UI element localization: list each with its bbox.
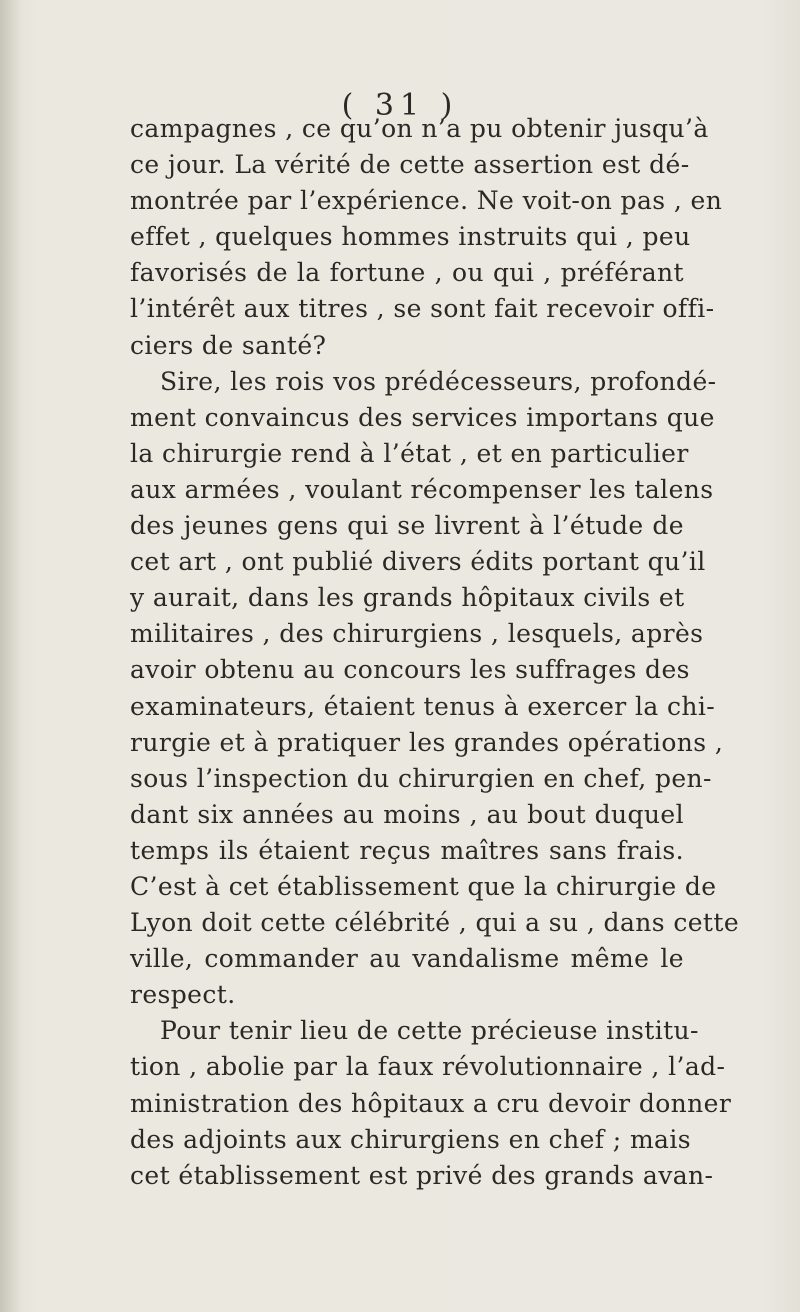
text-line: militaires , des chirurgiens , lesquels, après bbox=[130, 619, 704, 649]
text-line: campagnes , ce qu’on n’a pu obtenir jusqu’à bbox=[130, 114, 709, 143]
text-line: dant six années au moins , au bout duquel bbox=[130, 799, 684, 829]
text-line: avoir obtenu au concours les suffrages des bbox=[130, 655, 690, 685]
text-line: favorisés de la fortune , ou qui , préférant bbox=[130, 258, 684, 288]
body-text bbox=[130, 111, 740, 1194]
text-line: Lyon doit cette célébrité , qui a su , dans cette bbox=[130, 908, 740, 938]
text-line: Sire, les rois vos prédécesseurs, profondé- bbox=[160, 366, 717, 396]
text-line: C’est à cet établissement que la chirurgie de bbox=[130, 871, 717, 901]
text-line: cet art , ont publié divers édits portant qu’il bbox=[130, 547, 706, 577]
text-line: ce jour. La vérité de cette assertion est dé- bbox=[130, 150, 690, 180]
text-line: tion , abolie par la faux révolutionnaire , l’ad- bbox=[130, 1052, 726, 1082]
text-line: aux armées , voulant récompenser les talens bbox=[130, 474, 714, 504]
text-line: des adjoints aux chirurgiens en chef ; mais bbox=[130, 1124, 691, 1154]
text-line: la chirurgie rend à l’état , et en particulier bbox=[130, 438, 689, 468]
text-line: respect. bbox=[130, 980, 236, 1010]
text-line: ciers de santé? bbox=[130, 330, 327, 360]
text-line: effet , quelques hommes instruits qui , peu bbox=[130, 222, 691, 252]
text-line: temps ils étaient reçus maîtres sans frais. bbox=[130, 835, 684, 865]
text-line: Pour tenir lieu de cette précieuse institu- bbox=[160, 1016, 699, 1046]
text-line: l’intérêt aux titres , se sont fait recevoir offi- bbox=[130, 294, 715, 324]
text-line: des jeunes gens qui se livrent à l’étude de bbox=[130, 511, 684, 541]
text-line: montrée par l’expérience. Ne voit-on pas , en bbox=[130, 186, 723, 216]
text-line: ministration des hôpitaux a cru devoir donner bbox=[130, 1088, 732, 1118]
page-number: ( 31 ) bbox=[341, 88, 459, 123]
text-line: rurgie et à pratiquer les grandes opérations , bbox=[130, 727, 724, 757]
text-line: sous l’inspection du chirurgien en chef, pen- bbox=[130, 763, 712, 793]
text-line: ville, commander au vandalisme même le bbox=[130, 944, 684, 974]
text-line: y aurait, dans les grands hôpitaux civils et bbox=[130, 583, 685, 613]
binding-shadow bbox=[0, 0, 22, 1312]
text-line: ment convaincus des services importans que bbox=[130, 402, 715, 432]
text-line: examinateurs, étaient tenus à exercer la chi- bbox=[130, 691, 716, 721]
text-line: cet établissement est privé des grands avan- bbox=[130, 1160, 714, 1190]
